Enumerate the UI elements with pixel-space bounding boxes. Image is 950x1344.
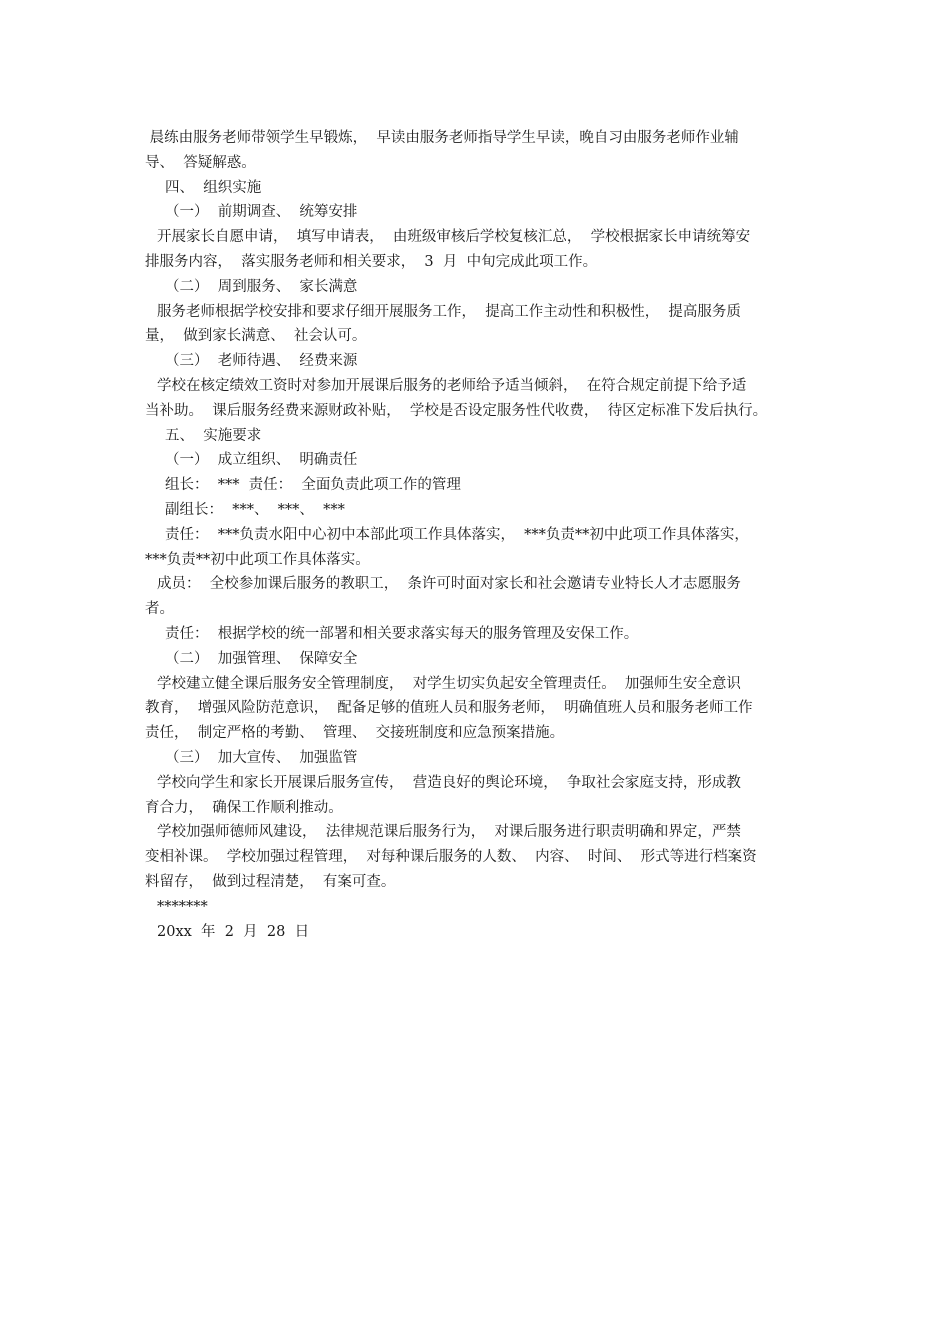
text-line: 学校向学生和家长开展课后服务宣传， 营造良好的舆论环境， 争取社会家庭支持，形成教 [157, 774, 741, 791]
text-line: 责任： ***负责水阳中心初中本部此项工作具体落实， ***负责**初中此项工作具体落实， [165, 526, 749, 543]
text-line: 五、 实施要求 [165, 427, 262, 444]
text-line: 开展家长自愿申请， 填写申请表， 由班级审核后学校复核汇总， 学校根据家长申请统筹安 [157, 229, 751, 246]
text-line: （二） 周到服务、 家长满意 [165, 278, 358, 295]
text-line: 排服务内容， 落实服务老师和相关要求， 3 月 中旬完成此项工作。 [145, 253, 598, 270]
text-line: 责任， 制定严格的考勤、 管理、 交接班制度和应急预案措施。 [145, 725, 565, 742]
text-line: （二） 加强管理、 保障安全 [165, 650, 358, 667]
text-line: 导、 答疑解惑。 [145, 154, 256, 171]
text-line: 教育， 增强风险防范意识， 配备足够的值班人员和服务老师， 明确值班人员和服务老师工作 [145, 700, 753, 717]
text-line: （三） 老师待遇、 经费来源 [165, 353, 358, 370]
text-line: ***负责**初中此项工作具体落实。 [145, 551, 370, 568]
text-line: 成员： 全校参加课后服务的教职工， 条许可时面对家长和社会邀请专业特长人才志愿服务 [157, 576, 741, 593]
text-line: （一） 前期调查、 统筹安排 [165, 204, 358, 221]
text-line: 服务老师根据学校安排和要求仔细开展服务工作， 提高工作主动性和积极性， 提高服务质 [157, 303, 741, 320]
text-line: 学校建立健全课后服务安全管理制度， 对学生切实负起安全管理责任。 加强师生安全意识 [157, 675, 741, 692]
text-line: （三） 加大宣传、 加强监管 [165, 749, 358, 766]
text-line: 晨练由服务老师带领学生早锻炼， 早读由服务老师指导学生早读，晚自习由服务老师作业辅 [145, 130, 739, 146]
text-line: 组长： *** 责任： 全面负责此项工作的管理 [165, 477, 461, 494]
text-line: 四、 组织实施 [165, 179, 262, 196]
text-line: 者。 [145, 601, 174, 618]
text-line: 量， 做到家长满意、 社会认可。 [145, 328, 367, 345]
text-line: 责任： 根据学校的统一部署和相关要求落实每天的服务管理及安保工作。 [165, 625, 639, 642]
text-line: 学校加强师德师风建设， 法律规范课后服务行为， 对课后服务进行职责明确和界定，严禁 [157, 824, 741, 841]
text-line: 育合力， 确保工作顺利推动。 [145, 799, 343, 816]
text-line: （一） 成立组织、 明确责任 [165, 452, 358, 469]
text-line: 当补助。 课后服务经费来源财政补贴， 学校是否设定服务性代收费， 待区定标准下发后执行。 [145, 402, 768, 419]
text-line: 副组长： ***、 ***、 *** [165, 501, 345, 518]
text-line: 变相补课。 学校加强过程管理， 对每种课后服务的人数、 内容、 时间、 形式等进行档案资 [145, 849, 757, 866]
text-line: 学校在核定绩效工资时对参加开展课后服务的老师给予适当倾斜， 在符合规定前提下给予适 [157, 377, 747, 394]
text-line: 20xx 年 2 月 28 日 [157, 923, 310, 940]
text-line: ******* [157, 898, 208, 915]
document-body [145, 126, 817, 944]
text-line: 料留存， 做到过程清楚， 有案可查。 [145, 873, 396, 890]
